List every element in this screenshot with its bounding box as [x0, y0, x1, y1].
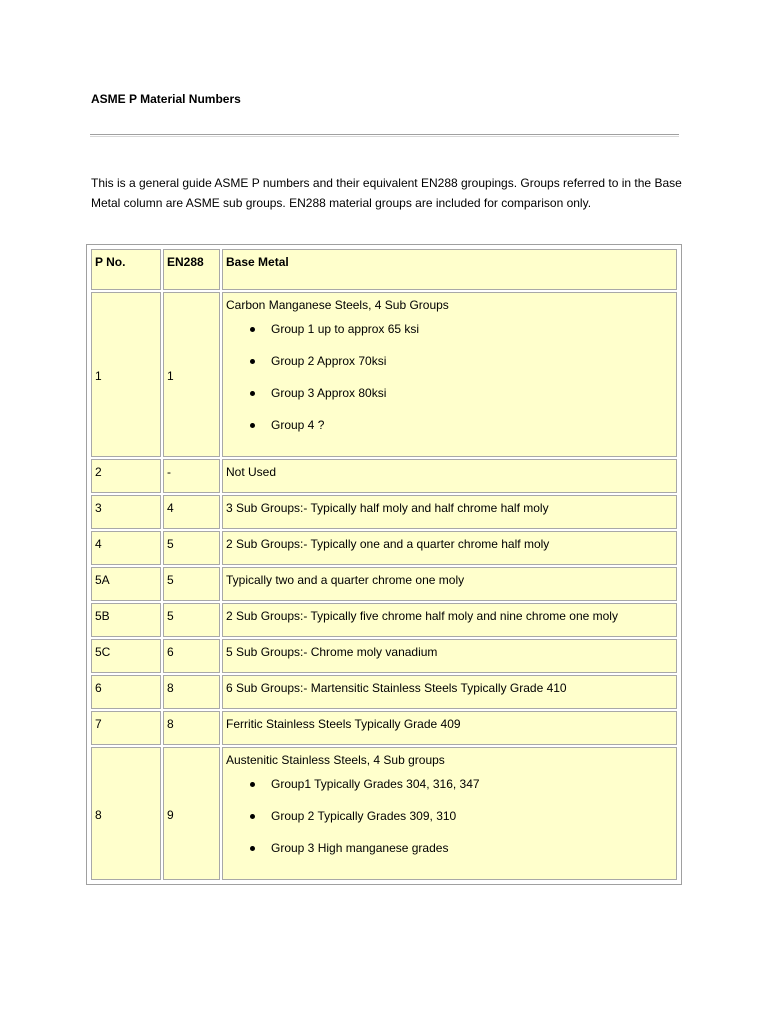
base-metal-text: Carbon Manganese Steels, 4 Sub Groups — [226, 298, 449, 312]
cell-p-no: 3 — [91, 495, 161, 529]
cell-en288: 8 — [163, 675, 220, 709]
base-metal-text: Austenitic Stainless Steels, 4 Sub groups — [226, 753, 445, 767]
table-row — [91, 675, 677, 709]
list-item — [271, 385, 674, 401]
cell-p-no: 2 — [91, 459, 161, 493]
cell-base-metal: Ferritic Stainless Steels Typically Grade 409 — [222, 711, 677, 745]
cell-base-metal: 2 Sub Groups:- Typically one and a quarter chrome half moly — [222, 531, 677, 565]
cell-en288: - — [163, 459, 220, 493]
list-item-text: Group 2 Typically Grades 309, 310 — [271, 809, 457, 823]
cell-p-no: 4 — [91, 531, 161, 565]
cell-en288: 8 — [163, 711, 220, 745]
cell-p-no: 8 — [91, 747, 161, 880]
table-row — [91, 459, 677, 493]
table-row — [91, 531, 677, 565]
list-item-text: Group 4 ? — [271, 418, 325, 432]
cell-en288: 6 — [163, 639, 220, 673]
cell-en288: 4 — [163, 495, 220, 529]
p-number-table — [86, 244, 682, 885]
cell-p-no: 7 — [91, 711, 161, 745]
header-base-metal: Base Metal — [222, 249, 677, 290]
list-item — [271, 321, 674, 337]
cell-p-no: 1 — [91, 292, 161, 457]
cell-en288: 9 — [163, 747, 220, 880]
table-row — [91, 711, 677, 745]
table-header-row — [91, 249, 677, 290]
list-item — [271, 808, 674, 824]
table-row — [91, 292, 677, 457]
table-row — [91, 747, 677, 880]
cell-p-no: 6 — [91, 675, 161, 709]
sub-group-list — [226, 321, 674, 433]
intro-paragraph: This is a general guide ASME P numbers and their equivalent EN288 groupings. Groups referred to in the Base Metal column are ASME sub groups. EN288 material groups are included for comparison only. — [91, 176, 682, 210]
sub-group-list — [226, 776, 674, 856]
cell-base-metal — [222, 292, 677, 457]
cell-base-metal — [222, 747, 677, 880]
bullet-icon — [250, 782, 255, 787]
cell-p-no: 5C — [91, 639, 161, 673]
cell-base-metal: 6 Sub Groups:- Martensitic Stainless Steels Typically Grade 410 — [222, 675, 677, 709]
bullet-icon — [250, 391, 255, 396]
cell-p-no: 5A — [91, 567, 161, 601]
header-p-no: P No. — [91, 249, 161, 290]
table-row — [91, 495, 677, 529]
list-item — [271, 417, 674, 433]
bullet-icon — [250, 327, 255, 332]
page-title: ASME P Material Numbers — [91, 92, 241, 106]
list-item-text: Group 3 Approx 80ksi — [271, 386, 387, 400]
bullet-icon — [250, 423, 255, 428]
list-item-text: Group 1 up to approx 65 ksi — [271, 322, 420, 336]
table-row — [91, 567, 677, 601]
cell-en288: 5 — [163, 531, 220, 565]
list-item-text: Group1 Typically Grades 304, 316, 347 — [271, 777, 480, 791]
cell-p-no: 5B — [91, 603, 161, 637]
cell-en288: 5 — [163, 603, 220, 637]
table-row — [91, 639, 677, 673]
list-item-text: Group 2 Approx 70ksi — [271, 354, 387, 368]
bullet-icon — [250, 846, 255, 851]
cell-en288: 5 — [163, 567, 220, 601]
cell-base-metal: Not Used — [222, 459, 677, 493]
header-en288: EN288 — [163, 249, 220, 290]
list-item — [271, 840, 674, 856]
cell-en288: 1 — [163, 292, 220, 457]
list-item — [271, 353, 674, 369]
bullet-icon — [250, 814, 255, 819]
table-row — [91, 603, 677, 637]
cell-base-metal: Typically two and a quarter chrome one moly — [222, 567, 677, 601]
list-item — [271, 776, 674, 792]
cell-base-metal: 5 Sub Groups:- Chrome moly vanadium — [222, 639, 677, 673]
cell-base-metal: 2 Sub Groups:- Typically five chrome half moly and nine chrome one moly — [222, 603, 677, 637]
p-number-grid — [89, 247, 679, 882]
cell-base-metal: 3 Sub Groups:- Typically half moly and half chrome half moly — [222, 495, 677, 529]
horizontal-rule — [90, 134, 679, 136]
list-item-text: Group 3 High manganese grades — [271, 841, 449, 855]
bullet-icon — [250, 359, 255, 364]
